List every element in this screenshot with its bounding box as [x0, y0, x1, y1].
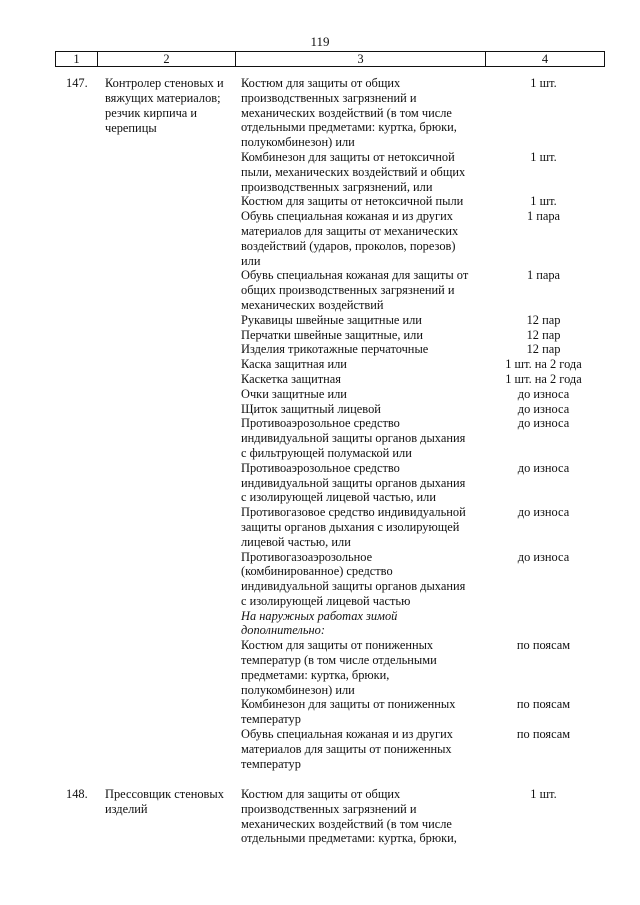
item-name-line: воздействий (ударов, проколов, порезов) [241, 238, 456, 253]
item-name [241, 550, 491, 609]
item-name-line: отдельными предметами: куртка, брюки, [241, 120, 457, 135]
item-name [241, 194, 491, 209]
item-name-line: дополнительно: [241, 623, 325, 638]
item-name-line: производственных загрязнений и [241, 801, 417, 816]
item-name-line: Перчатки швейные защитные, или [241, 327, 423, 342]
item-name [241, 313, 491, 328]
ppe-item [241, 76, 626, 150]
entry-number: 147. [66, 76, 88, 90]
item-name-line: лицевой частью, или [241, 534, 351, 549]
ppe-item [241, 387, 626, 402]
item-name-line: Костюм для защиты от пониженных [241, 638, 434, 653]
item-name-line: Противогазоаэрозольное [241, 549, 373, 564]
item-name-line: Комбинезон для защиты от нетоксичной [241, 149, 455, 164]
item-name-line: с изолирующей лицевой частью, или [241, 490, 436, 505]
ppe-item [241, 787, 626, 846]
item-name-line: индивидуальной защиты органов дыхания [241, 475, 466, 490]
item-quantity: до износа [517, 401, 570, 416]
header-col-3: 3 [236, 52, 486, 66]
item-name [241, 357, 491, 372]
item-name [241, 727, 491, 771]
ppe-item [241, 550, 626, 609]
ppe-item [241, 461, 626, 505]
item-name [241, 209, 491, 268]
ppe-items [241, 76, 626, 771]
ppe-item [241, 372, 626, 387]
ppe-item [241, 194, 626, 209]
occupation-line: Контролер стеновых и [105, 76, 224, 90]
item-name [241, 387, 491, 402]
ppe-item [241, 328, 626, 343]
item-name-line: пыли, механических воздействий и общих [241, 164, 466, 179]
item-name-line: механических воздействий (в том числе [241, 816, 452, 831]
occupation [105, 76, 233, 136]
item-name-line: Обувь специальная кожаная для защиты от [241, 268, 469, 283]
item-name-line: с изолирующей лицевой частью [241, 593, 411, 608]
item-name-line: температур [241, 712, 301, 727]
item-name-line: защиты органов дыхания с изолирующей [241, 519, 460, 534]
item-name-line: Противогазовое средство индивидуальной [241, 505, 466, 520]
item-name [241, 697, 491, 727]
item-quantity: до износа [517, 505, 570, 520]
item-name [241, 150, 491, 194]
item-name-line: Каскетка защитная [241, 371, 341, 386]
entry-number: 148. [66, 787, 88, 801]
item-name-line: Обувь специальная кожаная и из других [241, 209, 453, 224]
item-quantity: 1 шт. [530, 149, 557, 164]
occupation-line: изделий [105, 802, 148, 816]
item-name-line: Костюм для защиты от общих [241, 76, 401, 90]
item-name-line: с фильтрующей полумаской или [241, 445, 412, 460]
item-name-line: полукомбинезон) или [241, 135, 355, 150]
item-name-line: температур [241, 756, 301, 771]
item-name [241, 328, 491, 343]
page-number: 119 [310, 34, 330, 49]
item-quantity: 1 шт. на 2 года [505, 357, 582, 372]
ppe-item [241, 697, 626, 727]
ppe-item [241, 313, 626, 328]
item-name [241, 268, 491, 312]
ppe-item [241, 357, 626, 372]
item-name-line: индивидуальной защиты органов дыхания [241, 431, 466, 446]
item-name-line: материалов для защиты от пониженных [241, 741, 452, 756]
item-quantity: 1 шт. [530, 194, 557, 209]
occupation-line: Прессовщик стеновых [105, 787, 224, 801]
item-name-line: Костюм для защиты от нетоксичной пыли [241, 194, 464, 209]
item-quantity: до износа [517, 460, 570, 475]
ppe-item [241, 638, 626, 697]
occupation-line: черепицы [105, 121, 157, 135]
item-name-line: Обувь специальная кожаная и из других [241, 727, 453, 742]
item-name [241, 505, 491, 549]
item-name [241, 342, 491, 357]
item-name-line: полукомбинезон) или [241, 682, 355, 697]
item-name-line: механических воздействий (в том числе [241, 105, 452, 120]
ppe-item [241, 609, 626, 639]
item-quantity: до износа [517, 386, 570, 401]
ppe-item [241, 150, 626, 194]
item-name-line: Щиток защитный лицевой [241, 401, 381, 416]
ppe-item [241, 209, 626, 268]
ppe-item [241, 342, 626, 357]
item-name-line: Комбинезон для защиты от пониженных [241, 697, 456, 712]
item-name [241, 416, 491, 460]
item-name [241, 787, 491, 846]
item-quantity: по поясам [516, 638, 571, 653]
item-name-line: механических воздействий [241, 297, 384, 312]
item-name-line: температур (в том числе отдельными [241, 653, 437, 668]
item-name [241, 76, 491, 150]
item-name-line: или [241, 253, 261, 268]
item-quantity: до износа [517, 549, 570, 564]
item-quantity: 1 пара [526, 268, 561, 283]
item-name [241, 638, 491, 697]
section-note [241, 609, 491, 639]
ppe-item [241, 402, 626, 417]
item-name [241, 402, 491, 417]
item-name-line: производственных загрязнений и [241, 90, 417, 105]
item-quantity: по поясам [516, 697, 571, 712]
header-col-4: 4 [541, 52, 549, 66]
item-name [241, 461, 491, 505]
item-name-line: предметами: куртка, брюки, [241, 667, 390, 682]
item-quantity: 12 пар [526, 312, 561, 327]
table-header [55, 51, 605, 67]
item-name-line: общих производственных загрязнений и [241, 283, 455, 298]
item-name-line: производственных загрязнений, или [241, 179, 433, 194]
item-name-line: индивидуальной защиты органов дыхания [241, 579, 466, 594]
item-name-line: Изделия трикотажные перчаточные [241, 342, 429, 357]
ppe-items [241, 787, 626, 846]
item-quantity: 12 пар [526, 342, 561, 357]
item-name-line: (комбинированное) средство [241, 564, 393, 579]
item-quantity: по поясам [516, 727, 571, 742]
item-quantity: 12 пар [526, 327, 561, 342]
item-name-line: На наружных работах зимой [241, 608, 398, 623]
ppe-item [241, 727, 626, 771]
item-quantity: 1 шт. [530, 76, 557, 90]
item-name-line: Каска защитная или [241, 357, 347, 372]
header-col-2: 2 [98, 52, 236, 66]
item-quantity: до износа [517, 416, 570, 431]
item-quantity: 1 шт. [530, 787, 557, 801]
occupation-line: вяжущих материалов; [105, 91, 221, 105]
item-quantity: 1 шт. на 2 года [505, 371, 582, 386]
item-name-line: отдельными предметами: куртка, брюки, [241, 831, 457, 846]
occupation [105, 787, 233, 817]
item-name [241, 372, 491, 387]
occupation-line: резчик кирпича и [105, 106, 198, 120]
ppe-item [241, 268, 626, 312]
ppe-item [241, 505, 626, 549]
item-name-line: Очки защитные или [241, 386, 347, 401]
ppe-item [241, 416, 626, 460]
item-name-line: материалов для защиты от механических [241, 223, 459, 238]
header-col-1: 1 [56, 52, 98, 66]
item-name-line: Костюм для защиты от общих [241, 787, 401, 801]
item-name-line: Рукавицы швейные защитные или [241, 312, 422, 327]
item-name-line: Противоаэрозольное средство [241, 416, 400, 431]
item-quantity: 1 пара [526, 209, 561, 224]
item-name-line: Противоаэрозольное средство [241, 460, 400, 475]
